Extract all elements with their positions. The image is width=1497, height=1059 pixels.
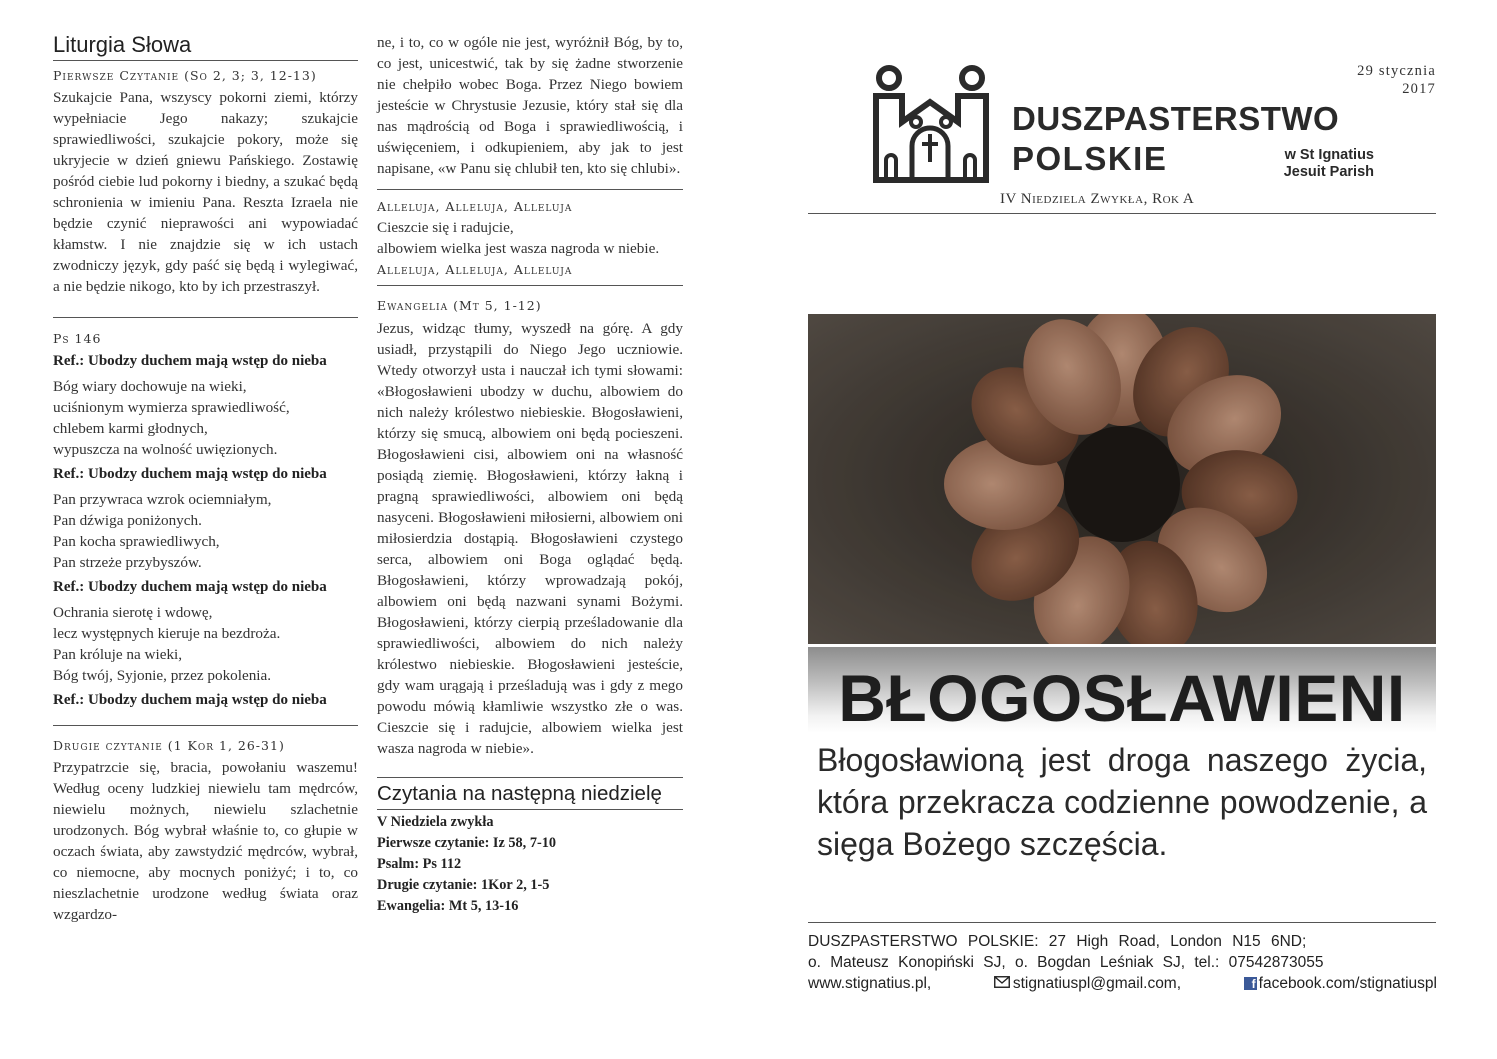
- psalm-refrain: Ref.: Ubodzy duchem mają wstęp do nieba: [53, 466, 327, 482]
- middle-column: [377, 32, 683, 917]
- psalm-line: Pan przywraca wzrok ociemniałym,: [53, 491, 272, 508]
- acclamation-line: Cieszcie się i radujcie,: [377, 219, 514, 236]
- second-reading-text: Przypatrzcie się, bracia, powołaniu waszemu! Według oceny ludzkiej niewielu tam mędrców, niewielu możnych, niewielu szlachetnie urodzonych. Bóg wybrał właśnie to, co głupie w oczach świata, aby zawstydzić mędrców, wybrał, co niemocne, aby mocnych poniżyć; i to, co nieszlachetnie urodzone według świata oraz wzgardzo-: [53, 759, 358, 923]
- brand-subtitle-line: w St Ignatius: [1284, 147, 1374, 163]
- first-reading-label: Pierwsze Czytanie (So 2, 3; 3, 12-13): [53, 68, 317, 83]
- footer-divider: [808, 922, 1436, 923]
- psalm-stanza-1: [53, 376, 358, 460]
- feature-tagline: Błogosławioną jest droga naszego życia, która przekracza codzienne powodzenie, a sięga Bożego szczęścia.: [817, 742, 1427, 862]
- contact-block: [808, 931, 1437, 994]
- next-reading-line: V Niedziela zwykła: [377, 814, 494, 830]
- left-column: [53, 32, 358, 925]
- brand-name-line1: DUSZPASTERSTWO: [1012, 100, 1340, 137]
- psalm-refrain: Ref.: Ubodzy duchem mają wstęp do nieba: [53, 579, 327, 595]
- psalm-line: uciśnionym wymierza sprawiedliwość,: [53, 399, 290, 416]
- facebook-link[interactable]: facebook.com/stignatiuspl: [1258, 975, 1437, 992]
- psalm-line: chlebem karmi głodnych,: [53, 420, 208, 437]
- church-logo-icon: [872, 62, 1002, 184]
- liturgy-title: Liturgia Słowa: [53, 32, 192, 57]
- divider: [53, 317, 358, 318]
- gospel-text: Jezus, widząc tłumy, wyszedł na górę. A gdy usiadł, przystąpili do Niego Jego uczniowie. Wtedy otworzył usta i nauczał ich tymi słowami: «Błogosławieni ubodzy w duchu, albowiem do nich należy królestwo niebieskie. Błogosławieni, którzy się smucą, albowiem oni będą pocieszeni. Błogosławieni cisi, albowiem oni na własność posiądą ziemię. Błogosławieni, którzy łakną i pragną sprawiedliwości, albowiem oni będą nasyceni. Błogosławieni miłosierni, albowiem oni miłosierdzia dostąpią. Błogosławieni czystego serca, albowiem oni Boga oglądać będą. Błogosławieni, którzy wprowadzają pokój, albowiem oni będą nazwani synami Bożymi. Błogosławieni, którzy cierpią prześladowanie dla sprawiedliwości, albowiem do nich należy królestwo niebieskie. Błogosławieni jesteście, gdy wam urągają i prześladują was i gdy z mego powodu mówią kłamliwie wszystko złe o was. Cieszcie się i radujcie, albowiem wielka jest wasza nagroda w niebie».: [377, 320, 683, 757]
- masthead-divider: [808, 213, 1436, 214]
- psalm-line: Pan kocha sprawiedliwych,: [53, 533, 220, 550]
- website-link[interactable]: www.stignatius.pl,: [808, 975, 932, 992]
- brand-subtitle-line: Jesuit Parish: [1283, 164, 1374, 180]
- acclamation-line: albowiem wielka jest wasza nagroda w niebie.: [377, 240, 660, 257]
- contact-priests-row: [808, 952, 1437, 973]
- second-reading-continuation: ne, i to, co w ogóle nie jest, wyróżnił Bóg, by to, co jest, unicestwić, tak by się żadne stworzenie nie chełpiło wobec Boga. Przez Niego bowiem jesteście w Chrystusie Jezusie, który stał się dla nas mądrością od Boga i sprawiedliwością, i uświęceniem, i odkupieniem, aby jak to jest napisane, «w Panu się chlubił ten, kto się chlubi».: [377, 34, 683, 177]
- psalm-line: Pan króluje na wieki,: [53, 646, 183, 663]
- divider: [53, 725, 358, 726]
- divider: [377, 809, 683, 810]
- psalm-stanza-3: [53, 602, 358, 686]
- first-reading-text: Szukajcie Pana, wszyscy pokorni ziemi, którzy wypełniacie Jego nakazy; szukajcie sprawiedliwości, szukajcie pokory, może się ukryjecie w dzień gniewu Pańskiego. Zostawię pośród ciebie lud pokorny i biedny, a szukać będą schronienia w imieniu Pana. Reszta Izraela nie będzie czynić nieprawości ani wypowiadać kłamstw. I nie znajdzie się w ich ustach zwodniczy język, gdy paść się będą i wylegiwać, a nie będzie nikogo, kto by ich przestraszył.: [53, 89, 358, 295]
- psalm-line: Bóg wiary dochowuje na wieki,: [53, 378, 247, 395]
- facebook-icon: f: [1244, 977, 1257, 990]
- gospel-label: Ewangelia (Mt 5, 1-12): [377, 298, 542, 313]
- next-reading-line: Pierwsze czytanie: Iz 58, 7-10: [377, 835, 557, 851]
- psalm-refrain: Ref.: Ubodzy duchem mają wstęp do nieba: [53, 353, 327, 369]
- psalm-line: wypuszcza na wolność uwięzionych.: [53, 441, 278, 458]
- next-reading-line: Psalm: Ps 112: [377, 856, 462, 872]
- next-readings-title: Czytania na następną niedzielę: [377, 782, 662, 805]
- hands-circle-photo: [808, 314, 1436, 644]
- brand-subtitle: [1244, 147, 1374, 181]
- email-group[interactable]: [994, 973, 1181, 994]
- next-reading-line: Ewangelia: Mt 5, 13-16: [377, 898, 519, 914]
- contact-priests: o. Mateusz Konopiński SJ, o. Bogdan Leśniak SJ, tel.: 07542873055: [808, 954, 1324, 971]
- psalm-line: Ochrania sierotę i wdowę,: [53, 604, 213, 621]
- psalm-refrain: Ref.: Ubodzy duchem mają wstęp do nieba: [53, 692, 327, 708]
- next-reading-line: Drugie czytanie: 1Kor 2, 1-5: [377, 877, 550, 893]
- issue-date-year: 2017: [1402, 81, 1436, 97]
- psalm-line: Pan strzeże przybyszów.: [53, 554, 202, 571]
- divider: [377, 777, 683, 778]
- feature-title: BŁOGOSŁAWIENI: [838, 661, 1406, 735]
- psalm-stanza-2: [53, 489, 358, 573]
- second-reading-label: Drugie czytanie (1 Kor 1, 26-31): [53, 738, 285, 753]
- divider: [53, 60, 358, 61]
- issue-date: [1240, 62, 1436, 98]
- psalm-label: Ps 146: [53, 331, 102, 346]
- contact-links-row: [808, 973, 1437, 994]
- issue-date-day: 29 stycznia: [1357, 63, 1436, 79]
- alleluia-label: Alleluja, Alleluja, Alleluja: [377, 262, 573, 277]
- psalm-line: lecz występnych kieruje na bezdroża.: [53, 625, 281, 642]
- facebook-group[interactable]: [1244, 973, 1437, 994]
- contact-address: DUSZPASTERSTWO POLSKIE: 27 High Road, London N15 6ND;: [808, 933, 1307, 950]
- brand-name-line2: POLSKIE: [1012, 140, 1168, 177]
- divider: [377, 285, 683, 286]
- contact-address-row: [808, 931, 1437, 952]
- psalm-line: Bóg twój, Syjonie, przez pokolenia.: [53, 667, 272, 684]
- acclamation: [377, 217, 683, 259]
- liturgical-day: IV Niedziela Zwykła, Rok A: [1000, 191, 1195, 207]
- alleluia-label: Alleluja, Alleluja, Alleluja: [377, 199, 573, 214]
- next-readings-list: [377, 812, 683, 917]
- divider: [377, 189, 683, 190]
- email-link[interactable]: stignatiuspl@gmail.com,: [1012, 975, 1182, 992]
- psalm-line: Pan dźwiga poniżonych.: [53, 512, 202, 529]
- mail-icon: [994, 973, 1010, 994]
